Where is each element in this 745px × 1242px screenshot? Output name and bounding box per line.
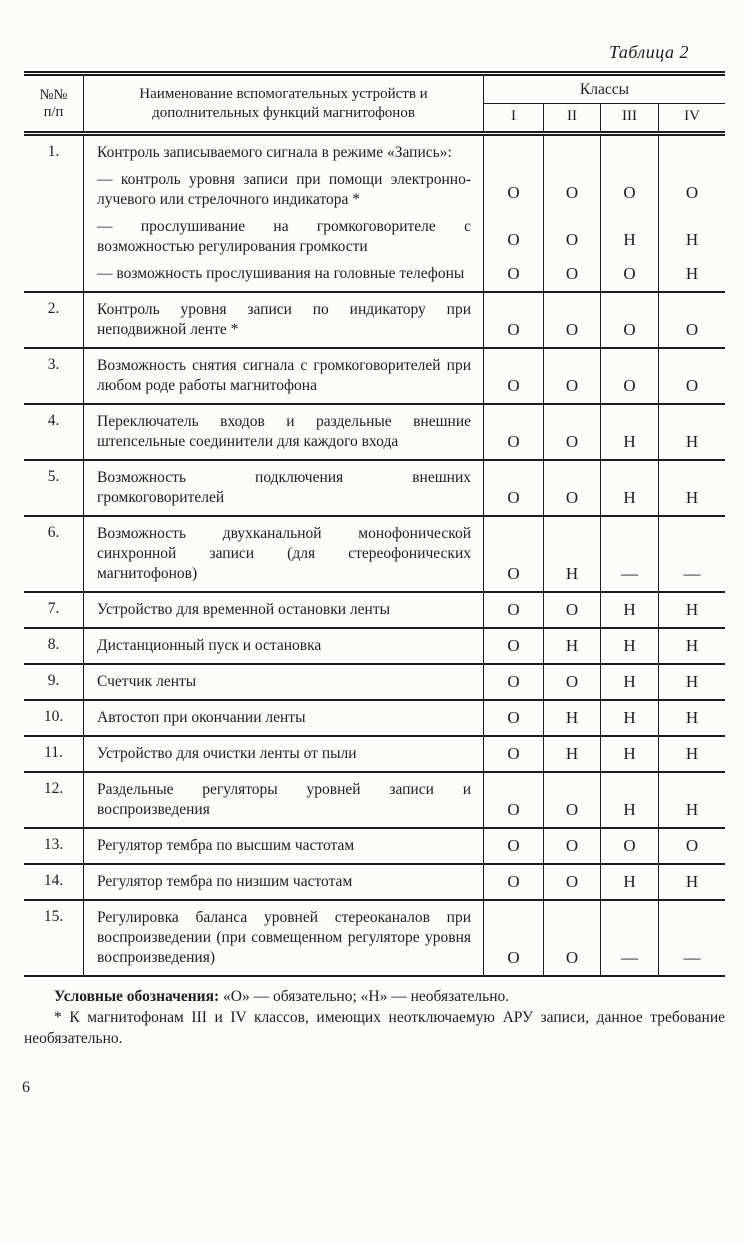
class-value: О (484, 517, 544, 591)
class-value: О (484, 829, 544, 863)
row-number: 1. (24, 136, 84, 163)
row-description: Устройство для временной остановки ленты (84, 593, 484, 627)
col-header-classes (484, 76, 725, 131)
table-row (24, 461, 725, 517)
table-row-band (24, 349, 725, 403)
row-number: 5. (24, 461, 84, 515)
class-value: О (601, 349, 659, 403)
class-value: О (601, 257, 659, 291)
table-row-band (24, 773, 725, 827)
class-columns-header (484, 104, 725, 131)
row-description: Контроль уровня записи по индикатору при неподвижной ленте * (84, 293, 484, 347)
class-value: О (544, 163, 601, 210)
table-row (24, 865, 725, 901)
class-value: О (544, 210, 601, 257)
table-row-band (24, 136, 725, 163)
col-header-num-line1: №№ (39, 86, 68, 103)
class-value (484, 136, 544, 163)
row-number: 12. (24, 773, 84, 827)
page-number: 6 (22, 1079, 30, 1096)
col-header-num (24, 76, 84, 131)
table-row-band (24, 737, 725, 771)
class-value: Н (685, 264, 699, 283)
row-number: 7. (24, 593, 84, 627)
row-number: 4. (24, 405, 84, 459)
table-row-band (24, 665, 725, 699)
row-description: Контроль записываемого сигнала в режиме «Запись»: (84, 136, 484, 163)
row-number: 9. (24, 665, 84, 699)
row-description: Дистанционный пуск и остановка (84, 629, 484, 663)
class-value: Н (685, 744, 699, 763)
class-value: Н (601, 701, 659, 735)
class-value: О (484, 773, 544, 827)
col-header-class-2: II (544, 104, 601, 131)
class-value: О (544, 865, 601, 899)
row-description: Регулировка баланса уровней стереоканалов при воспроизведении (при совмещенном регуляторе уровня воспроизведения) (84, 901, 484, 975)
class-value: О (685, 836, 699, 855)
class-value: Н (685, 488, 699, 507)
class-value: Н (601, 210, 659, 257)
row-number: 11. (24, 737, 84, 771)
table-row-band (24, 517, 725, 591)
row-description: Раздельные регуляторы уровней записи и воспроизведения (84, 773, 484, 827)
classes-group-label: Классы (484, 76, 725, 104)
table-row (24, 593, 725, 629)
table-row (24, 773, 725, 829)
row-number: 13. (24, 829, 84, 863)
class-value: О (484, 701, 544, 735)
class-value: О (601, 163, 659, 210)
table-row-band (24, 293, 725, 347)
table-header (24, 76, 725, 136)
table-row-band (24, 405, 725, 459)
class-value: О (544, 901, 601, 975)
class-value: О (544, 593, 601, 627)
class-value: О (484, 865, 544, 899)
class-value: — (601, 517, 659, 591)
class-value: Н (685, 600, 699, 619)
table-row (24, 349, 725, 405)
row-description: Возможность подключения внешних громкоговорителей (84, 461, 484, 515)
class-value: О (484, 257, 544, 291)
class-value: Н (601, 629, 659, 663)
row-description: — контроль уровня записи при помощи электронно-лучевого или стрелочного индикатора * (84, 163, 484, 210)
row-number: 10. (24, 701, 84, 735)
col-header-class-3: III (601, 104, 659, 131)
row-description: Регулятор тембра по высшим частотам (84, 829, 484, 863)
class-value: О (685, 376, 699, 395)
class-value: О (484, 629, 544, 663)
class-value: О (484, 737, 544, 771)
row-description: Регулятор тембра по низшим частотам (84, 865, 484, 899)
table-row (24, 629, 725, 665)
class-value: Н (685, 230, 699, 249)
class-value: О (544, 461, 601, 515)
class-value: О (544, 257, 601, 291)
page-title: Таблица 2 (608, 42, 689, 62)
col-header-num-line2: п/п (43, 103, 64, 120)
table-row-band (24, 701, 725, 735)
class-value: Н (685, 800, 699, 819)
class-value: Н (601, 773, 659, 827)
row-number: 3. (24, 349, 84, 403)
table-row (24, 136, 725, 293)
row-number (24, 163, 84, 210)
class-value: О (544, 829, 601, 863)
table-row (24, 829, 725, 865)
class-value (601, 136, 659, 163)
col-header-class-1: I (484, 104, 544, 131)
class-value: Н (601, 865, 659, 899)
class-value: Н (685, 872, 699, 891)
class-value: Н (685, 672, 699, 691)
class-value: Н (544, 629, 601, 663)
row-number (24, 210, 84, 257)
table-row-band (24, 461, 725, 515)
row-description: — возможность прослушивания на головные телефоны (84, 257, 484, 291)
table-row (24, 665, 725, 701)
class-value: О (484, 163, 544, 210)
table-row (24, 901, 725, 975)
class-value: О (601, 829, 659, 863)
table-body (24, 136, 725, 975)
class-value: О (685, 183, 699, 202)
class-value: Н (601, 665, 659, 699)
row-description: Возможность снятия сигнала с громкоговорителей при любом роде работы магнитофона (84, 349, 484, 403)
class-value: О (484, 210, 544, 257)
class-value: Н (601, 593, 659, 627)
class-value: Н (544, 737, 601, 771)
table-row (24, 517, 725, 593)
row-description: Автостоп при окончании ленты (84, 701, 484, 735)
row-number: 15. (24, 901, 84, 975)
table-row (24, 737, 725, 773)
class-value: О (484, 461, 544, 515)
class-value: — (601, 901, 659, 975)
requirements-table (24, 71, 725, 977)
class-value (659, 136, 725, 163)
class-value: О (685, 320, 699, 339)
col-header-class-4: IV (684, 108, 700, 124)
table-row-band (24, 210, 725, 257)
table-row-band (24, 163, 725, 210)
class-value: Н (685, 708, 699, 727)
footnote-legend (24, 986, 725, 1007)
class-value: О (484, 405, 544, 459)
class-value: О (601, 293, 659, 347)
class-value: Н (601, 405, 659, 459)
class-value: О (544, 349, 601, 403)
class-value: О (484, 665, 544, 699)
class-value: О (484, 901, 544, 975)
footnotes (24, 986, 725, 1049)
footnote-asterisk: * К магнитофонам III и IV классов, имеющих неотключаемую АРУ записи, данное требование необязательно. (24, 1009, 725, 1047)
table-row-band (24, 629, 725, 663)
row-number: 2. (24, 293, 84, 347)
col-header-name (84, 76, 484, 131)
class-value: О (544, 293, 601, 347)
row-number: 6. (24, 517, 84, 591)
row-description: Счетчик ленты (84, 665, 484, 699)
class-value: Н (601, 461, 659, 515)
row-number: 14. (24, 865, 84, 899)
class-value (544, 136, 601, 163)
class-value: Н (544, 517, 601, 591)
row-description: Возможность двухканальной монофонической синхронной записи (для стереофонических магнитофонов) (84, 517, 484, 591)
class-value: О (484, 293, 544, 347)
class-value: О (544, 773, 601, 827)
row-description: Переключатель входов и раздельные внешние штепсельные соединители для каждого входа (84, 405, 484, 459)
class-value: Н (601, 737, 659, 771)
class-value: Н (685, 432, 699, 451)
table-row (24, 293, 725, 349)
table-row-band (24, 865, 725, 899)
table-row-band (24, 257, 725, 291)
class-value: О (484, 593, 544, 627)
table-row-band (24, 901, 725, 975)
row-description: Устройство для очистки ленты от пыли (84, 737, 484, 771)
footnote-legend-text: «О» — обязательно; «Н» — необязательно. (219, 988, 510, 1005)
table-row (24, 405, 725, 461)
table-row-band (24, 829, 725, 863)
class-value: О (544, 665, 601, 699)
class-value: — (683, 564, 701, 583)
table-row-band (24, 593, 725, 627)
class-value: О (544, 405, 601, 459)
class-value: О (484, 349, 544, 403)
class-value: Н (685, 636, 699, 655)
footnote-legend-lead: Условные обозначения: (54, 988, 220, 1005)
class-value: — (683, 948, 701, 967)
col-header-name-label: Наименование вспомогательных устройств и дополнительных функций магнитофонов (139, 85, 428, 121)
row-number: 8. (24, 629, 84, 663)
row-number (24, 257, 84, 291)
row-description: — прослушивание на громкоговорителе с возможностью регулирования громкости (84, 210, 484, 257)
class-value: Н (544, 701, 601, 735)
table-row (24, 701, 725, 737)
